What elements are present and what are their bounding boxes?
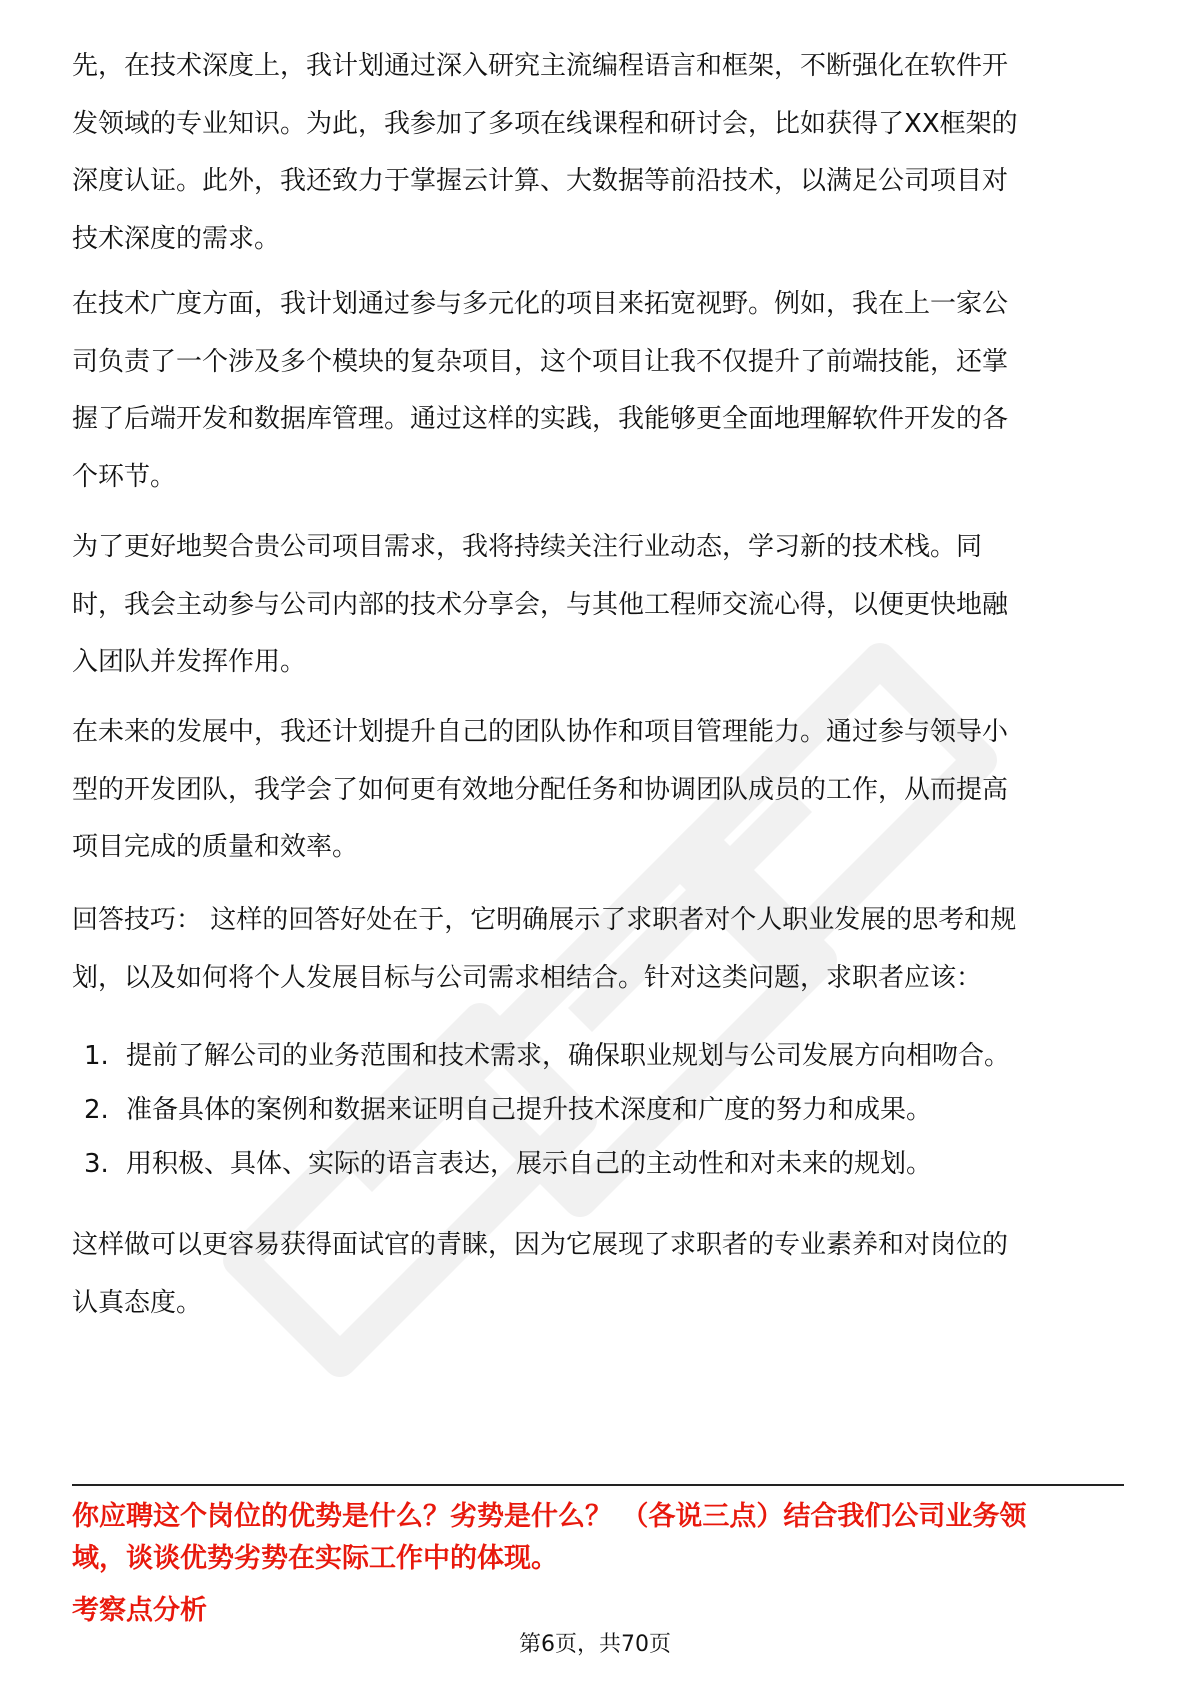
text-line: 技术深度的需求。 [72,223,281,254]
list-item [84,1136,1124,1194]
text-line: 深度认证。此外，我还致力于掌握云计算、大数据等前沿技术，以满足公司项目对 [72,166,1009,196]
list-item [84,1028,1124,1086]
list-item [84,1082,1124,1140]
text-line: 认真态度。 [72,1287,203,1318]
text-line: 为了更好地契合贵公司项目需求，我将持续关注行业动态，学习新的技术栈。同 [72,532,983,562]
list-number: 3. [84,1149,109,1179]
section-divider [72,1484,1124,1486]
text-line: 握了后端开发和数据库管理。通过这样的实践，我能够更全面地理解软件开发的各 [72,404,1009,434]
text-line: 域，谈谈优势劣势在实际工作中的体现。 [72,1543,558,1574]
text-line: 项目完成的质量和效率。 [72,832,359,862]
text-line: 发领域的专业知识。为此，我参加了多项在线课程和研讨会，比如获得了XX框架的 [72,108,1018,139]
body-paragraph-2 [72,276,1132,506]
text-line: 先，在技术深度上，我计划通过深入研究主流编程语言和框架，不断强化在软件开 [72,51,1009,81]
text-line: 型的开发团队，我学会了如何更有效地分配任务和协调团队成员的工作，从而提高 [72,774,1009,805]
interview-question-heading [72,1496,1132,1580]
answer-tips-paragraph [72,892,1132,1007]
body-paragraph-1 [72,38,1132,268]
text-line: 个环节。 [72,461,177,492]
text-line: 回答技巧： 这样的回答好处在于，它明确展示了求职者对个人职业发展的思考和规 [72,905,1017,935]
text-line: 划，以及如何将个人发展目标与公司需求相结合。针对这类问题，求职者应该： [72,962,983,993]
text-line: 这样做可以更容易获得面试官的青睐，因为它展现了求职者的专业素养和对岗位的 [72,1230,1009,1260]
list-number: 2. [84,1095,109,1125]
text-line: 在未来的发展中，我还计划提升自己的团队协作和项目管理能力。通过参与领导小 [72,717,1009,747]
list-number: 1. [84,1041,109,1071]
text-line: 司负责了一个涉及多个模块的复杂项目，这个项目让我不仅提升了前端技能，还掌 [72,346,1009,377]
text-line: 你应聘这个岗位的优势是什么？劣势是什么？ （各说三点）结合我们公司业务领 [72,1501,1027,1532]
text-line: 时，我会主动参与公司内部的技术分享会，与其他工程师交流心得，以便更快地融 [72,589,1009,620]
list-text: 提前了解公司的业务范围和技术需求，确保职业规划与公司发展方向相吻合。 [126,1041,1011,1071]
body-paragraph-4 [72,704,1132,877]
list-text: 准备具体的案例和数据来证明自己提升技术深度和广度的努力和成果。 [126,1095,933,1125]
page-number-footer: 第6页，共70页 [519,1632,671,1657]
text-line: 入团队并发挥作用。 [72,647,307,677]
list-text: 用积极、具体、实际的语言表达，展示自己的主动性和对未来的规划。 [126,1149,933,1179]
body-paragraph-3 [72,519,1132,692]
text-line: 在技术广度方面，我计划通过参与多元化的项目来拓宽视野。例如，我在上一家公 [72,289,1009,319]
analysis-section-heading: 考察点分析 [72,1595,207,1626]
closing-paragraph [72,1217,1132,1332]
